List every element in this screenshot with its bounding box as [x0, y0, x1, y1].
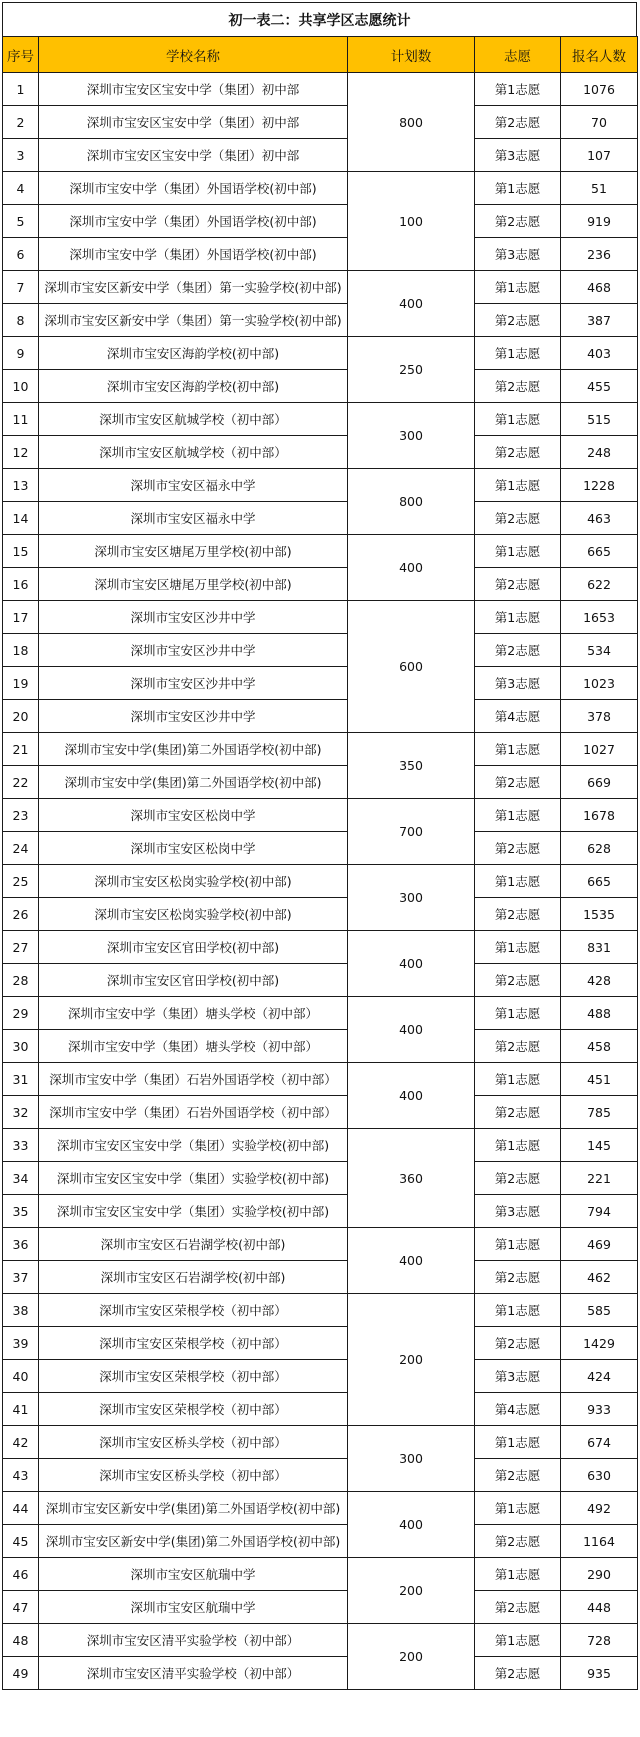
applicant-count: 1535 — [561, 898, 638, 931]
row-number: 48 — [3, 1624, 39, 1657]
volunteer-choice: 第2志愿 — [475, 1162, 561, 1195]
school-name: 深圳市宝安区桥头学校（初中部） — [39, 1459, 348, 1492]
row-number: 6 — [3, 238, 39, 271]
applicant-count: 448 — [561, 1591, 638, 1624]
plan-count: 400 — [348, 271, 475, 337]
school-name: 深圳市宝安区海韵学校(初中部) — [39, 337, 348, 370]
row-number: 13 — [3, 469, 39, 502]
school-name: 深圳市宝安区石岩湖学校(初中部) — [39, 1261, 348, 1294]
table-row — [3, 238, 638, 271]
table-row — [3, 106, 638, 139]
volunteer-choice: 第3志愿 — [475, 139, 561, 172]
applicant-count: 919 — [561, 205, 638, 238]
table-row — [3, 1030, 638, 1063]
applicant-count: 492 — [561, 1492, 638, 1525]
volunteer-choice: 第1志愿 — [475, 1426, 561, 1459]
school-name: 深圳市宝安区官田学校(初中部) — [39, 931, 348, 964]
plan-count: 400 — [348, 997, 475, 1063]
school-name: 深圳市宝安中学（集团）石岩外国语学校（初中部） — [39, 1063, 348, 1096]
table-row — [3, 1492, 638, 1525]
volunteer-choice: 第2志愿 — [475, 205, 561, 238]
table-row — [3, 1624, 638, 1657]
table-row — [3, 700, 638, 733]
applicant-count: 107 — [561, 139, 638, 172]
row-number: 3 — [3, 139, 39, 172]
applicant-count: 463 — [561, 502, 638, 535]
applicant-count: 630 — [561, 1459, 638, 1492]
row-number: 35 — [3, 1195, 39, 1228]
table-row — [3, 1558, 638, 1591]
applicant-count: 1653 — [561, 601, 638, 634]
school-name: 深圳市宝安区航城学校（初中部） — [39, 403, 348, 436]
applicant-count: 1076 — [561, 73, 638, 106]
volunteer-choice: 第1志愿 — [475, 1492, 561, 1525]
school-name: 深圳市宝安区沙井中学 — [39, 700, 348, 733]
table-row — [3, 370, 638, 403]
volunteer-choice: 第1志愿 — [475, 535, 561, 568]
row-number: 22 — [3, 766, 39, 799]
row-number: 9 — [3, 337, 39, 370]
row-number: 37 — [3, 1261, 39, 1294]
volunteer-choice: 第2志愿 — [475, 634, 561, 667]
school-name: 深圳市宝安区福永中学 — [39, 469, 348, 502]
school-name: 深圳市宝安中学（集团）塘头学校（初中部） — [39, 997, 348, 1030]
applicant-count: 534 — [561, 634, 638, 667]
row-number: 7 — [3, 271, 39, 304]
volunteer-choice: 第2志愿 — [475, 1327, 561, 1360]
header-row — [3, 37, 638, 73]
table-body — [3, 73, 638, 1690]
applicant-count: 665 — [561, 865, 638, 898]
volunteer-choice: 第1志愿 — [475, 997, 561, 1030]
table-row — [3, 1525, 638, 1558]
volunteer-choice: 第2志愿 — [475, 766, 561, 799]
row-number: 4 — [3, 172, 39, 205]
applicant-count: 145 — [561, 1129, 638, 1162]
row-number: 19 — [3, 667, 39, 700]
row-number: 24 — [3, 832, 39, 865]
school-name: 深圳市宝安中学（集团）外国语学校(初中部) — [39, 172, 348, 205]
row-number: 28 — [3, 964, 39, 997]
volunteer-choice: 第2志愿 — [475, 568, 561, 601]
school-name: 深圳市宝安区新安中学（集团）第一实验学校(初中部) — [39, 271, 348, 304]
school-name: 深圳市宝安区新安中学(集团)第二外国语学校(初中部) — [39, 1492, 348, 1525]
plan-count: 200 — [348, 1294, 475, 1426]
applicant-count: 469 — [561, 1228, 638, 1261]
plan-count: 360 — [348, 1129, 475, 1228]
school-name: 深圳市宝安区航瑞中学 — [39, 1591, 348, 1624]
table-row — [3, 1426, 638, 1459]
plan-count: 800 — [348, 73, 475, 172]
volunteer-choice: 第2志愿 — [475, 898, 561, 931]
school-name: 深圳市宝安区荣根学校（初中部） — [39, 1327, 348, 1360]
applicant-count: 831 — [561, 931, 638, 964]
plan-count: 350 — [348, 733, 475, 799]
table-row — [3, 898, 638, 931]
table-row — [3, 469, 638, 502]
row-number: 36 — [3, 1228, 39, 1261]
row-number: 26 — [3, 898, 39, 931]
table-row — [3, 271, 638, 304]
school-name: 深圳市宝安区松岗中学 — [39, 799, 348, 832]
table-row — [3, 865, 638, 898]
table-row — [3, 1327, 638, 1360]
applicant-count: 622 — [561, 568, 638, 601]
table-row — [3, 832, 638, 865]
applicant-count: 458 — [561, 1030, 638, 1063]
volunteer-choice: 第1志愿 — [475, 799, 561, 832]
volunteer-statistics-table — [2, 36, 638, 1690]
volunteer-choice: 第2志愿 — [475, 964, 561, 997]
applicant-count: 378 — [561, 700, 638, 733]
volunteer-choice: 第3志愿 — [475, 1360, 561, 1393]
row-number: 29 — [3, 997, 39, 1030]
volunteer-choice: 第4志愿 — [475, 700, 561, 733]
volunteer-choice: 第2志愿 — [475, 1261, 561, 1294]
school-name: 深圳市宝安区清平实验学校（初中部） — [39, 1657, 348, 1690]
applicant-count: 51 — [561, 172, 638, 205]
volunteer-choice: 第3志愿 — [475, 1195, 561, 1228]
table-row — [3, 1459, 638, 1492]
plan-count: 400 — [348, 1063, 475, 1129]
row-number: 40 — [3, 1360, 39, 1393]
applicant-count: 628 — [561, 832, 638, 865]
plan-count: 800 — [348, 469, 475, 535]
row-number: 15 — [3, 535, 39, 568]
table-row — [3, 502, 638, 535]
applicant-count: 70 — [561, 106, 638, 139]
applicant-count: 585 — [561, 1294, 638, 1327]
volunteer-choice: 第2志愿 — [475, 1657, 561, 1690]
school-name: 深圳市宝安区宝安中学（集团）实验学校(初中部) — [39, 1162, 348, 1195]
applicant-count: 1027 — [561, 733, 638, 766]
table-row — [3, 1591, 638, 1624]
row-number: 38 — [3, 1294, 39, 1327]
row-number: 25 — [3, 865, 39, 898]
applicant-count: 387 — [561, 304, 638, 337]
volunteer-choice: 第2志愿 — [475, 436, 561, 469]
school-name: 深圳市宝安区松岗实验学校(初中部) — [39, 898, 348, 931]
school-name: 深圳市宝安区官田学校(初中部) — [39, 964, 348, 997]
volunteer-choice: 第2志愿 — [475, 370, 561, 403]
applicant-count: 236 — [561, 238, 638, 271]
school-name: 深圳市宝安区航城学校（初中部） — [39, 436, 348, 469]
applicant-count: 794 — [561, 1195, 638, 1228]
school-name: 深圳市宝安区塘尾万里学校(初中部) — [39, 535, 348, 568]
school-name: 深圳市宝安区荣根学校（初中部） — [39, 1393, 348, 1426]
volunteer-choice: 第1志愿 — [475, 469, 561, 502]
table-row — [3, 1162, 638, 1195]
header-no: 序号 — [3, 37, 39, 73]
school-name: 深圳市宝安中学（集团）石岩外国语学校（初中部） — [39, 1096, 348, 1129]
volunteer-choice: 第2志愿 — [475, 502, 561, 535]
table-row — [3, 1063, 638, 1096]
row-number: 31 — [3, 1063, 39, 1096]
school-name: 深圳市宝安区沙井中学 — [39, 634, 348, 667]
volunteer-choice: 第2志愿 — [475, 1591, 561, 1624]
volunteer-choice: 第2志愿 — [475, 1030, 561, 1063]
row-number: 2 — [3, 106, 39, 139]
table-row — [3, 1360, 638, 1393]
school-name: 深圳市宝安区福永中学 — [39, 502, 348, 535]
school-name: 深圳市宝安区清平实验学校（初中部） — [39, 1624, 348, 1657]
header-school: 学校名称 — [39, 37, 348, 73]
table-row — [3, 601, 638, 634]
school-name: 深圳市宝安区宝安中学（集团）实验学校(初中部) — [39, 1195, 348, 1228]
table-row — [3, 1129, 638, 1162]
table-row — [3, 205, 638, 238]
table-row — [3, 733, 638, 766]
school-name: 深圳市宝安中学（集团）塘头学校（初中部） — [39, 1030, 348, 1063]
applicant-count: 674 — [561, 1426, 638, 1459]
applicant-count: 248 — [561, 436, 638, 469]
applicant-count: 1429 — [561, 1327, 638, 1360]
plan-count: 200 — [348, 1558, 475, 1624]
table-row — [3, 172, 638, 205]
table-row — [3, 1393, 638, 1426]
applicant-count: 488 — [561, 997, 638, 1030]
table-row — [3, 799, 638, 832]
volunteer-choice: 第2志愿 — [475, 1525, 561, 1558]
applicant-count: 468 — [561, 271, 638, 304]
table-row — [3, 337, 638, 370]
applicant-count: 290 — [561, 1558, 638, 1591]
volunteer-choice: 第1志愿 — [475, 601, 561, 634]
school-name: 深圳市宝安中学（集团）外国语学校(初中部) — [39, 205, 348, 238]
plan-count: 400 — [348, 931, 475, 997]
table-row — [3, 1261, 638, 1294]
volunteer-choice: 第1志愿 — [475, 337, 561, 370]
applicant-count: 515 — [561, 403, 638, 436]
volunteer-choice: 第1志愿 — [475, 865, 561, 898]
school-name: 深圳市宝安区荣根学校（初中部） — [39, 1294, 348, 1327]
row-number: 1 — [3, 73, 39, 106]
school-name: 深圳市宝安区海韵学校(初中部) — [39, 370, 348, 403]
school-name: 深圳市宝安中学(集团)第二外国语学校(初中部) — [39, 733, 348, 766]
table-row — [3, 634, 638, 667]
row-number: 34 — [3, 1162, 39, 1195]
applicant-count: 455 — [561, 370, 638, 403]
applicant-count: 785 — [561, 1096, 638, 1129]
plan-count: 200 — [348, 1624, 475, 1690]
volunteer-choice: 第2志愿 — [475, 304, 561, 337]
volunteer-choice: 第3志愿 — [475, 238, 561, 271]
volunteer-choice: 第1志愿 — [475, 931, 561, 964]
row-number: 46 — [3, 1558, 39, 1591]
row-number: 16 — [3, 568, 39, 601]
school-name: 深圳市宝安区新安中学(集团)第二外国语学校(初中部) — [39, 1525, 348, 1558]
applicant-count: 428 — [561, 964, 638, 997]
volunteer-choice: 第2志愿 — [475, 832, 561, 865]
volunteer-choice: 第1志愿 — [475, 1228, 561, 1261]
volunteer-choice: 第1志愿 — [475, 1624, 561, 1657]
plan-count: 400 — [348, 535, 475, 601]
table-row — [3, 535, 638, 568]
plan-count: 100 — [348, 172, 475, 271]
volunteer-choice: 第1志愿 — [475, 1129, 561, 1162]
row-number: 5 — [3, 205, 39, 238]
table-row — [3, 1228, 638, 1261]
row-number: 14 — [3, 502, 39, 535]
row-number: 43 — [3, 1459, 39, 1492]
applicant-count: 403 — [561, 337, 638, 370]
school-name: 深圳市宝安区宝安中学（集团）初中部 — [39, 139, 348, 172]
table-row — [3, 73, 638, 106]
school-name: 深圳市宝安区宝安中学（集团）实验学校(初中部) — [39, 1129, 348, 1162]
row-number: 41 — [3, 1393, 39, 1426]
row-number: 21 — [3, 733, 39, 766]
applicant-count: 933 — [561, 1393, 638, 1426]
row-number: 23 — [3, 799, 39, 832]
row-number: 33 — [3, 1129, 39, 1162]
volunteer-choice: 第4志愿 — [475, 1393, 561, 1426]
row-number: 11 — [3, 403, 39, 436]
row-number: 10 — [3, 370, 39, 403]
table-row — [3, 139, 638, 172]
table-row — [3, 1096, 638, 1129]
applicant-count: 451 — [561, 1063, 638, 1096]
row-number: 42 — [3, 1426, 39, 1459]
school-name: 深圳市宝安中学（集团）外国语学校(初中部) — [39, 238, 348, 271]
applicant-count: 935 — [561, 1657, 638, 1690]
row-number: 30 — [3, 1030, 39, 1063]
applicant-count: 424 — [561, 1360, 638, 1393]
plan-count: 600 — [348, 601, 475, 733]
table-row — [3, 568, 638, 601]
plan-count: 250 — [348, 337, 475, 403]
school-name: 深圳市宝安区石岩湖学校(初中部) — [39, 1228, 348, 1261]
row-number: 17 — [3, 601, 39, 634]
applicant-count: 1023 — [561, 667, 638, 700]
row-number: 44 — [3, 1492, 39, 1525]
row-number: 27 — [3, 931, 39, 964]
table-row — [3, 1195, 638, 1228]
school-name: 深圳市宝安中学(集团)第二外国语学校(初中部) — [39, 766, 348, 799]
school-name: 深圳市宝安区塘尾万里学校(初中部) — [39, 568, 348, 601]
table-row — [3, 931, 638, 964]
row-number: 20 — [3, 700, 39, 733]
volunteer-choice: 第1志愿 — [475, 73, 561, 106]
volunteer-choice: 第2志愿 — [475, 1096, 561, 1129]
plan-count: 300 — [348, 403, 475, 469]
volunteer-choice: 第1志愿 — [475, 172, 561, 205]
volunteer-choice: 第1志愿 — [475, 271, 561, 304]
table-row — [3, 403, 638, 436]
row-number: 8 — [3, 304, 39, 337]
header-volunteer: 志愿 — [475, 37, 561, 73]
row-number: 47 — [3, 1591, 39, 1624]
volunteer-choice: 第2志愿 — [475, 106, 561, 139]
plan-count: 300 — [348, 1426, 475, 1492]
table-row — [3, 304, 638, 337]
statistics-sheet — [2, 2, 637, 1690]
table-title: 初一表二：共享学区志愿统计 — [2, 2, 637, 36]
table-row — [3, 436, 638, 469]
applicant-count: 1678 — [561, 799, 638, 832]
row-number: 32 — [3, 1096, 39, 1129]
school-name: 深圳市宝安区桥头学校（初中部） — [39, 1426, 348, 1459]
row-number: 45 — [3, 1525, 39, 1558]
plan-count: 400 — [348, 1492, 475, 1558]
school-name: 深圳市宝安区荣根学校（初中部） — [39, 1360, 348, 1393]
header-plan: 计划数 — [348, 37, 475, 73]
applicant-count: 665 — [561, 535, 638, 568]
school-name: 深圳市宝安区新安中学（集团）第一实验学校(初中部) — [39, 304, 348, 337]
applicant-count: 462 — [561, 1261, 638, 1294]
applicant-count: 1164 — [561, 1525, 638, 1558]
applicant-count: 221 — [561, 1162, 638, 1195]
plan-count: 300 — [348, 865, 475, 931]
volunteer-choice: 第3志愿 — [475, 667, 561, 700]
table-row — [3, 1657, 638, 1690]
volunteer-choice: 第1志愿 — [475, 1294, 561, 1327]
plan-count: 400 — [348, 1228, 475, 1294]
table-row — [3, 766, 638, 799]
volunteer-choice: 第1志愿 — [475, 1558, 561, 1591]
row-number: 18 — [3, 634, 39, 667]
plan-count: 700 — [348, 799, 475, 865]
school-name: 深圳市宝安区宝安中学（集团）初中部 — [39, 106, 348, 139]
row-number: 39 — [3, 1327, 39, 1360]
school-name: 深圳市宝安区松岗实验学校(初中部) — [39, 865, 348, 898]
volunteer-choice: 第1志愿 — [475, 733, 561, 766]
row-number: 12 — [3, 436, 39, 469]
table-row — [3, 997, 638, 1030]
table-row — [3, 964, 638, 997]
applicant-count: 1228 — [561, 469, 638, 502]
row-number: 49 — [3, 1657, 39, 1690]
volunteer-choice: 第2志愿 — [475, 1459, 561, 1492]
school-name: 深圳市宝安区松岗中学 — [39, 832, 348, 865]
school-name: 深圳市宝安区沙井中学 — [39, 601, 348, 634]
header-count: 报名人数 — [561, 37, 638, 73]
applicant-count: 728 — [561, 1624, 638, 1657]
table-row — [3, 667, 638, 700]
school-name: 深圳市宝安区航瑞中学 — [39, 1558, 348, 1591]
applicant-count: 669 — [561, 766, 638, 799]
table-row — [3, 1294, 638, 1327]
volunteer-choice: 第1志愿 — [475, 1063, 561, 1096]
school-name: 深圳市宝安区沙井中学 — [39, 667, 348, 700]
volunteer-choice: 第1志愿 — [475, 403, 561, 436]
school-name: 深圳市宝安区宝安中学（集团）初中部 — [39, 73, 348, 106]
